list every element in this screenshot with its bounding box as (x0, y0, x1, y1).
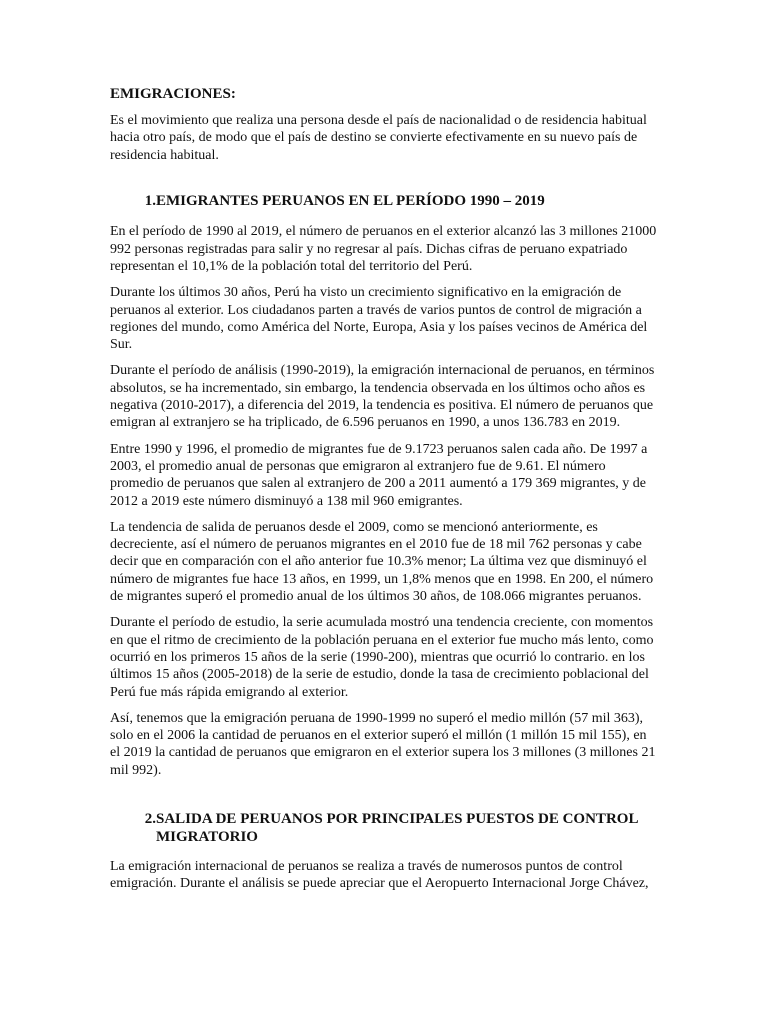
section-1-paragraph-2: Durante los últimos 30 años, Perú ha visto un crecimiento significativo en la emigración de peruanos al exterior. Los ciudadanos parten a través de varios puntos de control de migración a regiones del mundo, como América del Norte, Europa, Asia y los países vecinos de América del Sur. (110, 285, 648, 353)
document-content (110, 86, 658, 902)
section-title-2: SALIDA DE PERUANOS POR PRINCIPALES PUESTOS DE CONTROL MIGRATORIO (156, 811, 638, 845)
section-1-paragraph-1: En el período de 1990 al 2019, el número de peruanos en el exterior alcanzó las 3 millones 21000 992 personas registradas para salir y no regresar al país. Dichas cifras de peruano expatriado representan el 10,1% de la población total del territorio del Perú. (110, 224, 657, 274)
section-heading-2 (110, 811, 658, 846)
section-title-1: EMIGRANTES PERUANOS EN EL PERÍODO 1990 – 2019 (156, 192, 545, 209)
intro-paragraph: Es el movimiento que realiza una persona desde el país de nacionalidad o de residencia habitual hacia otro país, de modo que el país de destino se convierte efectivamente en su nuevo país de residencia habitual. (110, 113, 647, 163)
section-number-2: 2. (144, 811, 156, 827)
section-heading-1 (110, 193, 658, 211)
document-title: EMIGRACIONES: (110, 86, 236, 102)
section-number-1: 1. (144, 192, 156, 209)
section-1-paragraph-7: Así, tenemos que la emigración peruana de 1990-1999 no superó el medio millón (57 mil 363), solo en el 2006 la cantidad de peruanos en el exterior superó el millón (1 millón 15 mil 155), en el 2019 la cantidad de peruanos que emigraron en el exterior supera los 3 millones (3 millones 21 mil 992). (110, 710, 656, 778)
section-2-paragraph-1: La emigración internacional de peruanos se realiza a través de numerosos puntos de control emigración. Durante el análisis se puede apreciar que el Aeropuerto Internacional Jorge Chávez, (110, 859, 649, 892)
section-1-paragraph-6: Durante el período de estudio, la serie acumulada mostró una tendencia creciente, con momentos en que el ritmo de crecimiento de la población peruana en el exterior fue mucho más lento, como ocurrió en los primeros 15 años de la serie (1990-200), mientras que ocurrió lo contrario. en los últimos 15 años (2005-2018) de la serie de estudio, donde la tasa de crecimiento poblacional del Perú fue más rápida emigrando al exterior. (110, 615, 654, 700)
section-1-paragraph-4: Entre 1990 y 1996, el promedio de migrantes fue de 9.1723 peruanos salen cada año. De 1997 a 2003, el promedio anual de personas que emigraron al extranjero fue de 9.61. El número promedio de peruanos que salen al extranjero de 200 a 2011 aumentó a 179 369 migrantes, y de 2012 a 2019 este número disminuyó a 138 mil 960 emigrantes. (110, 441, 648, 509)
section-1-paragraph-5: La tendencia de salida de peruanos desde el 2009, como se mencionó anteriormente, es decreciente, así el número de peruanos migrantes en el 2010 fue de 18 mil 762 personas y cabe decir que en comparación con el año anterior fue 10.3% menor; La última vez que disminuyó el número de migrantes fue hace 13 años, en 1999, un 1,8% menos que en 1998. En 200, el número de migrantes superó el promedio anual de los últimos 30 años, de 108.066 migrantes peruanos. (110, 519, 654, 605)
section-1-paragraph-3: Durante el período de análisis (1990-2019), la emigración internacional de peruanos, en términos absolutos, se ha incrementado, sin embargo, la tendencia observada en los últimos ocho años es negativa (2010-2017), a diferencia del 2019, la tendencia es positiva. El número de peruanos que emigran al extranjero se ha triplicado, de 6.596 peruanos en 1990, a unos 136.783 en 2019. (110, 363, 655, 431)
